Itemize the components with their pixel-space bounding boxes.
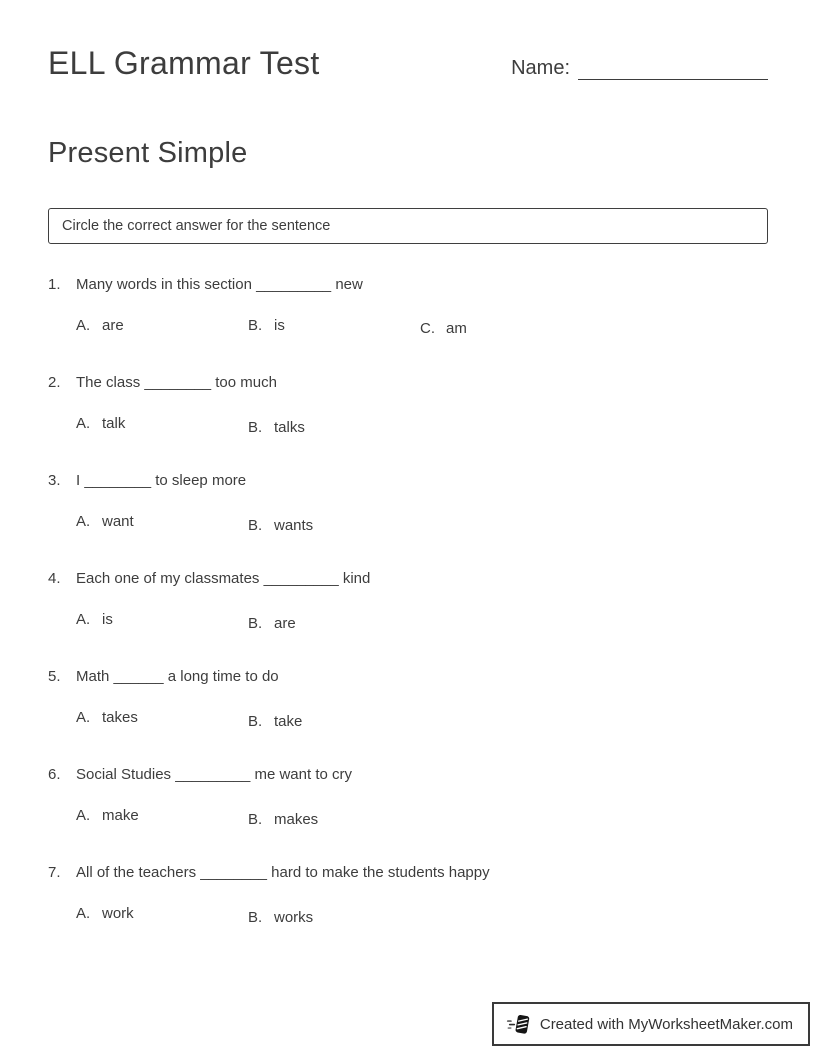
option-letter: A.	[76, 415, 91, 432]
option-text: make	[102, 807, 139, 824]
question-text: I ________ to sleep more	[76, 472, 247, 489]
option-letter: A.	[76, 807, 91, 824]
answer-option	[248, 908, 313, 927]
question-line	[48, 667, 768, 686]
option-text: takes	[102, 709, 138, 726]
option-row	[76, 316, 768, 335]
answer-option	[76, 316, 248, 335]
name-field	[511, 56, 768, 80]
option-letter: A.	[76, 905, 91, 922]
question-number: 1.	[48, 276, 61, 293]
credit-badge	[492, 1002, 810, 1046]
option-text: take	[274, 713, 303, 730]
option-text: wants	[274, 517, 314, 534]
option-text: are	[274, 615, 296, 632]
answer-option	[76, 414, 248, 433]
question-line	[48, 373, 768, 392]
option-letter: C.	[420, 320, 435, 337]
option-text: are	[102, 317, 124, 334]
option-text: talk	[102, 415, 126, 432]
answer-option	[248, 516, 313, 535]
question-text: Social Studies _________ me want to cry	[76, 766, 352, 783]
option-letter: A.	[76, 611, 91, 628]
option-row	[76, 414, 768, 436]
question-line	[48, 275, 768, 294]
question-text: The class ________ too much	[76, 374, 277, 391]
answer-option	[76, 708, 248, 727]
option-row	[76, 904, 768, 926]
question-line	[48, 471, 768, 490]
option-letter: B.	[248, 909, 263, 926]
question-item	[48, 275, 768, 335]
option-row	[76, 610, 768, 632]
question-number: 4.	[48, 570, 61, 587]
question-item	[48, 667, 768, 730]
option-row	[76, 708, 768, 730]
question-text: Math ______ a long time to do	[76, 668, 279, 685]
credit-text: Created with MyWorksheetMaker.com	[539, 1015, 793, 1033]
option-text: want	[102, 513, 134, 530]
question-line	[48, 863, 768, 882]
question-item	[48, 373, 768, 436]
answer-option	[248, 316, 420, 335]
option-text: is	[274, 317, 285, 334]
question-number: 7.	[48, 864, 61, 881]
option-letter: B.	[248, 419, 263, 436]
option-row	[76, 806, 768, 828]
option-letter: B.	[248, 615, 263, 632]
answer-option	[76, 806, 248, 825]
option-letter: B.	[248, 811, 263, 828]
name-blank-line	[578, 79, 768, 80]
name-label: Name:	[511, 57, 570, 79]
worksheet-logo-icon	[506, 1012, 531, 1037]
option-text: makes	[274, 811, 319, 828]
option-text: is	[102, 611, 113, 628]
option-letter: A.	[76, 513, 91, 530]
question-number: 2.	[48, 374, 61, 391]
answer-option	[248, 810, 318, 829]
question-text: Many words in this section _________ new	[76, 276, 363, 293]
option-letter: B.	[248, 517, 263, 534]
answer-option	[248, 712, 302, 731]
question-item	[48, 765, 768, 828]
question-number: 3.	[48, 472, 61, 489]
section-title: Present Simple	[48, 137, 248, 169]
question-number: 5.	[48, 668, 61, 685]
option-row	[76, 512, 768, 534]
instruction-box	[48, 208, 768, 244]
answer-option	[76, 610, 248, 629]
option-text: works	[274, 909, 314, 926]
question-line	[48, 765, 768, 784]
answer-option	[76, 904, 248, 923]
question-text: Each one of my classmates _________ kind	[76, 570, 371, 587]
question-item	[48, 569, 768, 632]
page-title: ELL Grammar Test	[48, 45, 320, 81]
answer-option	[248, 614, 296, 633]
question-number: 6.	[48, 766, 61, 783]
option-letter: A.	[76, 317, 91, 334]
option-letter: A.	[76, 709, 91, 726]
header	[48, 0, 768, 82]
option-text: work	[102, 905, 134, 922]
question-item	[48, 863, 768, 926]
option-text: talks	[274, 419, 305, 436]
instruction-text: Circle the correct answer for the sentence	[62, 218, 331, 234]
answer-option	[76, 512, 248, 531]
question-list	[48, 275, 768, 926]
option-text: am	[446, 320, 467, 337]
answer-option	[420, 319, 467, 338]
answer-option	[248, 418, 305, 437]
question-text: All of the teachers ________ hard to make the students happy	[76, 864, 490, 881]
option-letter: B.	[248, 317, 263, 334]
option-letter: B.	[248, 713, 263, 730]
question-item	[48, 471, 768, 534]
question-line	[48, 569, 768, 588]
